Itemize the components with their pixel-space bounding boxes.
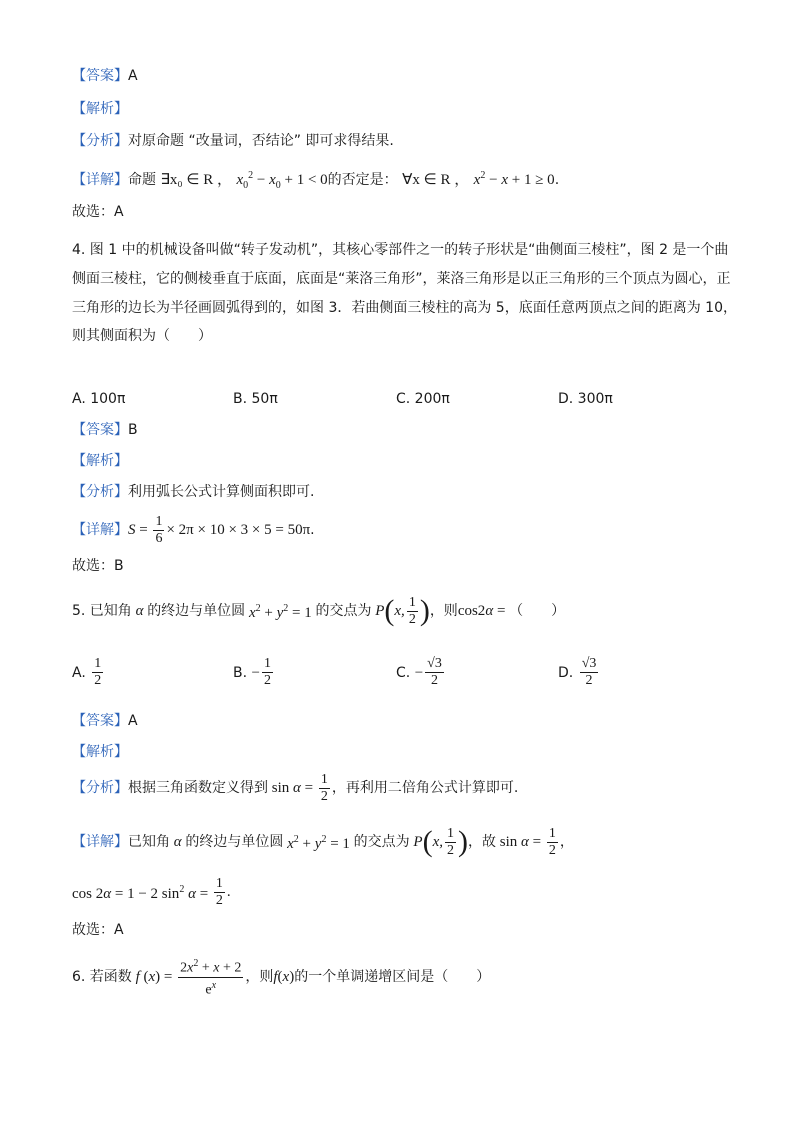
comma: ， [559,834,574,850]
answer-line-q4 [72,420,138,440]
formula-s: S [128,522,136,538]
analysis-heading-q4 [72,451,128,471]
fraction-one-sixth: $\frac{1}{6}$ [155,513,163,546]
minus-sign: − [414,664,424,681]
minus-sign: − [251,664,260,681]
fenxi-tag: 【分析】 [72,484,128,500]
analysis-tag: 【解析】 [72,101,128,117]
alpha-symbol: α [170,834,186,850]
option-label: C. [396,664,411,681]
detail-tag: 【详解】 [72,522,128,538]
circle-equation: $x^2 + y^2 = 1$ [248,603,316,621]
q4-text-4: 则其侧面积为（ ） [72,328,212,344]
q5-text-mid2: 的交点为 [315,603,372,619]
q4-text-2: 侧面三棱柱，它的侧棱垂直于底面，底面是“莱洛三角形”，莱洛三角形是以正三角形的三个顶点为圆心，正 [72,271,731,287]
point-x: x, [394,603,405,619]
analysis-tag: 【解析】 [72,744,128,760]
fraction-half: $\frac{1}{2}$ [263,656,271,688]
answer-tag: 【答案】 [72,713,128,729]
option-label: B. [233,664,248,681]
detail-text-a: 命题 [128,172,156,188]
fenxi-tag: 【分析】 [72,780,128,796]
q5-option-c [396,656,446,689]
q4-option-b: B. 50π [233,391,278,407]
sin-alpha: sin α = [496,834,545,850]
fenxi-text-2: ，再利用二倍角公式计算即可. [331,780,519,796]
q5-option-a [72,656,105,689]
detail-formula: × 2π × 10 × 3 × 5 = 50π [166,522,311,538]
option-label: D. [558,664,574,681]
fenxi-text: 利用弧长公式计算侧面积即可. [128,484,315,500]
detail-line-q5-2 [72,872,231,912]
detail-line-q5 [72,822,574,862]
q6-text-end: 的一个单调递增区间是（ ） [294,969,491,985]
fraction-half: $\frac{1}{2}$ [320,771,328,804]
fenxi-text-1: 根据三角函数定义得到 [128,780,268,796]
circle-equation: $x^2 + y^2 = 1$ [287,834,354,852]
q5-text-pre: 5. 已知角 [72,603,132,619]
detail-text-4: ，故 [468,834,496,850]
cos2alpha: cos2α = [457,603,510,619]
fraction-half: $\frac{1}{2}$ [548,825,556,858]
selection-line-q3: 故选：A [72,204,124,220]
fraction-half: $\frac{1}{2}$ [408,594,416,627]
point-x: x, [432,834,443,850]
detail-formula-d: ∀x ∈ R ， [402,172,470,188]
fraction-half: $\frac{1}{2}$ [447,825,454,858]
alpha-symbol: α [131,603,148,619]
analysis-tag: 【解析】 [72,453,128,469]
analysis-line-q4 [72,482,314,502]
detail-formula-b: ∃x₀ ∈ R ， [160,172,232,188]
detail-line-q3 [72,166,559,196]
q5-option-d [558,656,600,689]
answer-tag: 【答案】 [72,422,128,438]
fraction-half: $\frac{1}{2}$ [94,656,102,688]
detail-text-3: 的交点为 [353,834,410,850]
q5-text-end: （ ） [509,603,566,619]
answer-line-q5 [72,711,138,731]
period: . [226,884,231,900]
q5-stem [72,591,565,631]
q5-text-mid3: ，则 [429,603,458,619]
q4-text-3: 三角形的边长为半径画圆弧得到的，如图 3．若曲侧面三棱柱的高为 5，底面任意两顶点之间的距离为 10， [72,300,737,316]
left-paren: ( [384,594,395,627]
detail-formula-e: $x^2 - x + 1 \ge 0$ [473,170,555,188]
detail-formula-neg: $x_0^2 - x_0 + 1 < 0$ [236,170,328,191]
detail-tag: 【详解】 [72,172,128,188]
function-f: f (x) = [135,969,177,985]
q4-option-a: A. 100π [72,391,126,407]
q4-text-1: 4. 图 1 中的机械设备叫做“转子发动机”，其核心零部件之一的转子形状是“曲侧面三棱柱”，图 2 是一个曲 [72,242,729,258]
selection-line-q4: 故选：B [72,558,124,574]
analysis-line-q5 [72,769,518,807]
fraction-half: $\frac{1}{2}$ [215,875,223,908]
option-label: A. [72,664,86,681]
answer-value: B [128,422,138,438]
detail-text-c: 的否定是： [327,172,398,188]
q6-text-mid: ，则 [245,969,274,985]
answer-tag: 【答案】 [72,68,128,84]
cos-double-angle: cos 2α = 1 − 2 $\sin^2 \alpha$ = [72,884,212,902]
fenxi-text: 对原命题 “改量词，否结论” 即可求得结果. [128,133,394,149]
detail-line-q4 [72,513,315,547]
sin-alpha: sin α = [268,780,317,796]
function-fx: f(x) [273,969,295,985]
q6-stem [72,955,490,999]
detail-text-2: 的终边与单位圆 [185,834,284,850]
q5-text-mid1: 的终边与单位圆 [147,603,246,619]
detail-tag: 【详解】 [72,834,128,850]
fenxi-tag: 【分析】 [72,133,128,149]
right-paren: ) [419,594,430,627]
q5-option-b [233,656,275,689]
analysis-heading-q5 [72,742,128,762]
answer-line-q3 [72,66,138,86]
right-paren: ) [458,825,468,858]
q4-option-d: D. 300π [558,391,613,407]
q6-text-pre: 6. 若函数 [72,969,132,985]
selection-line-q5: 故选：A [72,922,124,938]
detail-period: . [554,172,560,188]
period: . [310,522,315,538]
answer-value: A [128,713,138,729]
equals-sign: = [135,522,152,538]
q4-option-c: C. 200π [396,391,450,407]
analysis-line-q3 [72,131,394,151]
detail-text-1: 已知角 [128,834,170,850]
function-fraction: $\frac{2x^2 + x + 2}{e^x}$ [180,957,242,998]
answer-value: A [128,68,138,84]
left-paren: ( [422,825,433,858]
fraction-root3-over-2: $\frac{√3}{2}$ [427,656,442,688]
analysis-heading-q3 [72,99,128,119]
point-p: P [371,603,385,619]
point-p: P [409,834,423,850]
fraction-root3-over-2: $\frac{√3}{2}$ [581,656,597,688]
